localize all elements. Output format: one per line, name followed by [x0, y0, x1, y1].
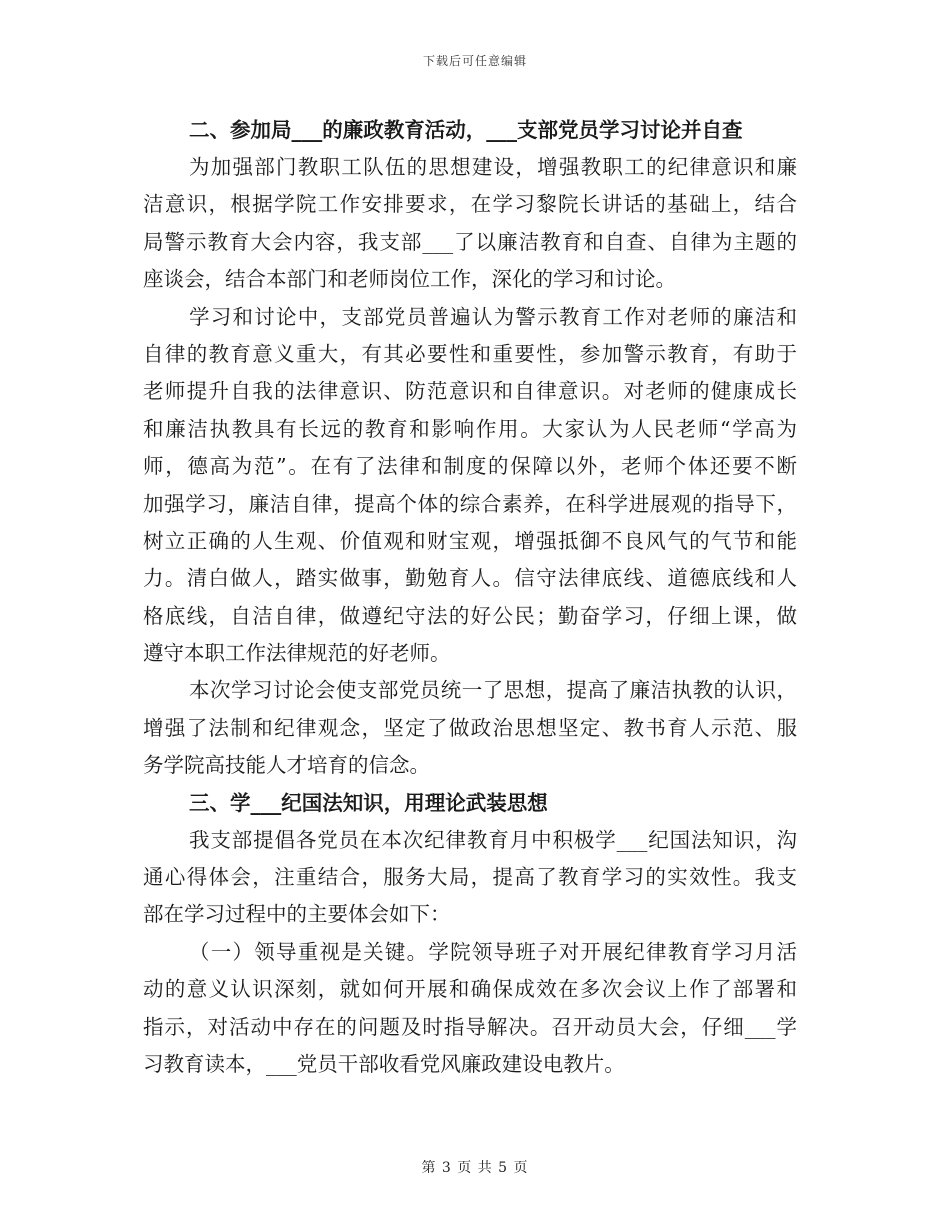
page-number: 第 3 页 共 5 页: [421, 1160, 529, 1176]
text-line: 和廉洁执教具有长远的教育和影响作用。大家认为人民老师“学高为: [143, 416, 797, 441]
document-body: [143, 112, 797, 1083]
text-line: 座谈会，结合本部门和老师岗位工作，深化的学习和讨论。: [143, 267, 676, 292]
text-line: 部在学习过程中的主要体会如下：: [143, 902, 451, 927]
text-line: 务学院高技能人才培育的信念。: [143, 753, 430, 778]
text-line: 洁意识，根据学院工作安排要求，在学习黎院长讲话的基础上，结合: [143, 192, 797, 217]
text-line: 格底线，自洁自律，做遵纪守法的好公民；勤奋学习，仔细上课，做: [143, 603, 797, 628]
text-line: 局警示教育大会内容，我支部___了以廉洁教育和自查、自律为主题的: [143, 229, 797, 254]
text-line: 老师提升自我的法律意识、防范意识和自律意识。对老师的健康成长: [143, 379, 797, 404]
text-line: 树立正确的人生观、价值观和财宝观，增强抵御不良风气的气节和能: [143, 528, 797, 553]
section-heading-2: 二、参加局___的廉政教育活动，___支部党员学习讨论并自查: [189, 118, 743, 142]
paragraph: [143, 934, 797, 1084]
text-line: 加强学习，廉洁自律，提高个体的综合素养，在科学进展观的指导下，: [143, 491, 797, 516]
text-line: 自律的教育意义重大，有其必要性和重要性，参加警示教育，有助于: [143, 341, 797, 366]
text-line: 本次学习讨论会使支部党员统一了思想，提高了廉洁执教的认识，: [189, 678, 797, 703]
paragraph: [143, 822, 797, 934]
paragraph: [143, 149, 797, 299]
section-heading-3: 三、学___纪国法知识，用理论武装思想: [189, 790, 548, 815]
text-line: 增强了法制和纪律观念，坚定了做政治思想坚定、教书育人示范、服: [143, 715, 797, 740]
text-line: 习教育读本，___党员干部收看党风廉政建设电教片。: [143, 1051, 625, 1076]
text-line: 学习和讨论中，支部党员普遍认为警示教育工作对老师的廉洁和: [189, 304, 797, 329]
text-line: 指示，对活动中存在的问题及时指导解决。召开动员大会，仔细___学: [143, 1014, 797, 1039]
page-header: 下载后可任意编辑: [422, 54, 527, 68]
paragraph: [143, 672, 797, 784]
text-line: （一）领导重视是关键。学院领导班子对开展纪律教育学习月活: [189, 939, 797, 964]
text-line: 遵守本职工作法律规范的好老师。: [143, 641, 451, 666]
text-line: 力。清白做人，踏实做事，勤勉育人。信守法律底线、道德底线和人: [143, 566, 797, 591]
text-line: 师，德高为范”。在有了法律和制度的保障以外，老师个体还要不断: [143, 454, 797, 479]
text-line: 动的意义认识深刻，就如何开展和确保成效在多次会议上作了部署和: [143, 977, 797, 1002]
text-line: 为加强部门教职工队伍的思想建设，增强教职工的纪律意识和廉: [189, 155, 797, 179]
paragraph: [143, 299, 797, 673]
text-line: 通心得体会，注重结合，服务大局，提高了教育学习的实效性。我支: [143, 865, 797, 890]
text-line: 我支部提倡各党员在本次纪律教育月中积极学___纪国法知识，沟: [189, 827, 797, 852]
